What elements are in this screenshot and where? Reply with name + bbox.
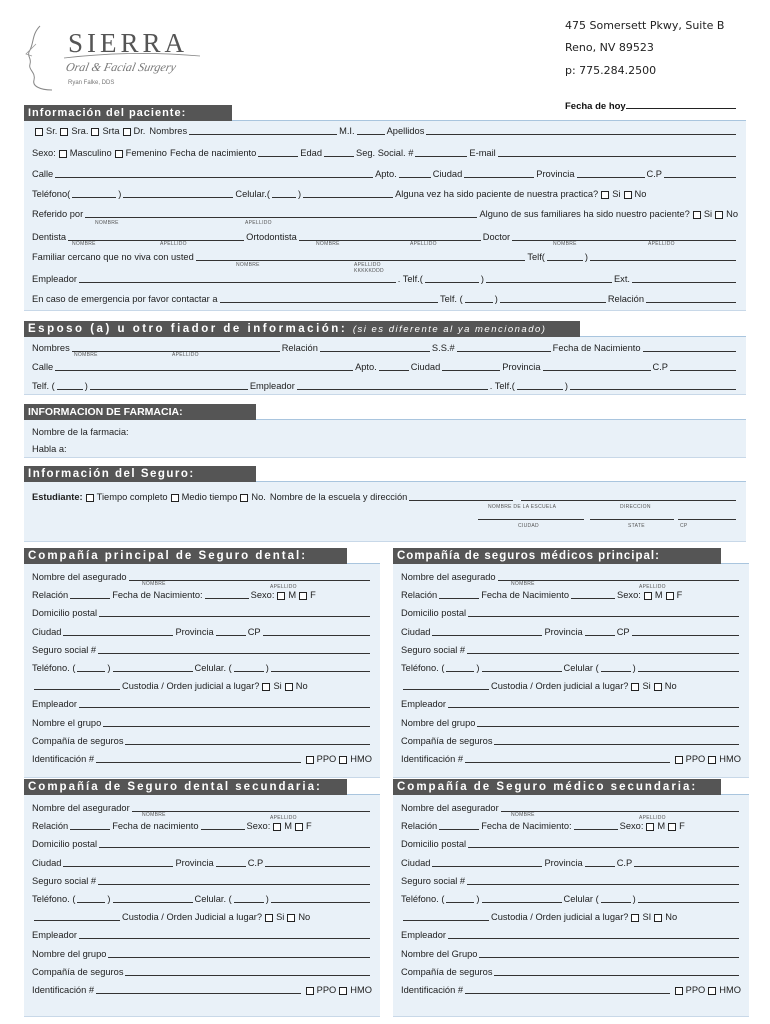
dental2-city-field[interactable] xyxy=(63,858,173,867)
medical2-ssn-field[interactable] xyxy=(467,876,739,885)
medical2-cell-area-field[interactable] xyxy=(601,894,631,903)
ssn-field[interactable] xyxy=(415,148,467,157)
medical1-address-field[interactable] xyxy=(468,608,739,617)
school-state-field[interactable] xyxy=(590,519,674,520)
medical2-row-compania: Compañía de seguros xyxy=(401,965,741,978)
patient-row-emergency: En caso de emergencia por favor contactar a Telf. ( ) Relación xyxy=(32,292,738,305)
spouse-section-title: Esposo (a) u otro fiador de información: (si es diferente al ya mencionado) xyxy=(24,321,580,338)
patient-row-referral: Referido por Alguno de sus familiares ha sido nuestro paciente? Si No xyxy=(32,209,738,219)
address-line-1: 475 Somersett Pkwy, Suite B xyxy=(565,19,725,32)
medical1-m-checkbox[interactable] xyxy=(644,592,652,600)
sra-checkbox[interactable] xyxy=(60,128,68,136)
prior-patient-si-checkbox[interactable] xyxy=(601,191,609,199)
dental1-ppo-checkbox[interactable] xyxy=(306,756,314,764)
school-city-field[interactable] xyxy=(478,519,584,520)
school-city-hint: CIUDAD xyxy=(518,523,539,529)
pharmacy-address-label: Habla a: xyxy=(32,444,67,454)
spouse-nombre-hint: NOMBRE xyxy=(74,352,98,358)
medical1-phone-area-field[interactable] xyxy=(446,663,474,672)
dental2-row-social: Seguro social # xyxy=(32,874,372,887)
medical2-row-asegurado: Nombre del asegurador xyxy=(401,801,741,814)
emergency-relation-field[interactable] xyxy=(646,294,736,303)
medical2-custody-no-checkbox[interactable] xyxy=(654,914,662,922)
doctor-nombre-hint: NOMBRE xyxy=(553,241,577,247)
employer-field[interactable] xyxy=(79,274,396,283)
dental2-ssn-field[interactable] xyxy=(98,876,370,885)
dental2-f-checkbox[interactable] xyxy=(295,823,303,831)
city-field[interactable] xyxy=(464,169,534,178)
dental2-row-relacion: Relación Fecha de nacimiento Sexo: M F xyxy=(32,821,312,832)
dental2-custody-no-checkbox[interactable] xyxy=(287,914,295,922)
spouse-phone-field[interactable] xyxy=(90,381,248,390)
referral-apellido-hint: APELLIDO xyxy=(245,220,272,226)
medical2-relation-field[interactable] xyxy=(439,821,479,830)
medical1-relation-field[interactable] xyxy=(439,590,479,599)
pharmacy-name-label: Nombre de la farmacia: xyxy=(32,427,129,437)
relative-k-hint: KKKKKDDD xyxy=(354,268,384,274)
school-state-hint: STATE xyxy=(628,523,645,529)
relative-phone-field[interactable] xyxy=(590,252,736,261)
medical1-section-title: Compañía de seguros médicos principal: xyxy=(393,548,721,565)
medical2-row-custodia: Custodia / Orden judicial a lugar? SI No xyxy=(401,910,741,923)
apellidos-field[interactable] xyxy=(426,126,736,135)
spouse-birthdate-field[interactable] xyxy=(643,343,736,352)
masculino-checkbox[interactable] xyxy=(59,150,67,158)
spouse-apellido-hint: APELLIDO xyxy=(172,352,199,358)
dental2-row-id: Identificación # PPO HMO xyxy=(32,985,372,995)
patient-row-phone: Teléfono( ) Celular.( ) Alguna vez ha sido paciente de nuestra practica? Si No xyxy=(32,189,647,199)
dental2-row-domicilio: Domicilio postal xyxy=(32,837,372,850)
dental1-row-relacion: Relación Fecha de Nacimiento: Sexo: M F xyxy=(32,590,316,601)
dentist-apellido-hint: APELLIDO xyxy=(160,241,187,247)
spouse-row-address: Calle Apto. Ciudad Provincia C.P xyxy=(32,360,738,373)
dental2-row-empleador: Empleador xyxy=(32,928,372,941)
spouse-name-field[interactable] xyxy=(72,343,280,352)
dental1-nombre-hint: NOMBRE xyxy=(142,581,166,587)
spouse-city-field[interactable] xyxy=(442,362,500,371)
medical2-row-domicilio: Domicilio postal xyxy=(401,837,741,850)
student-row: Estudiante: Tiempo completo Medio tiempo No. Nombre de la escuela y dirección xyxy=(32,490,738,503)
dental2-row-grupo: Nombre del grupo xyxy=(32,947,372,960)
spouse-employer-phone-field[interactable] xyxy=(570,381,736,390)
mi-field[interactable] xyxy=(357,126,385,135)
medical2-row-social: Seguro social # xyxy=(401,874,741,887)
patient-row-sex: Sexo: Masculino Femenino Fecha de nacimiento Edad Seg. Social. # E-mail xyxy=(32,146,738,159)
dental2-group-field[interactable] xyxy=(108,949,370,958)
medical2-insured-field[interactable] xyxy=(501,803,739,812)
dental2-company-field[interactable] xyxy=(125,967,370,976)
dental2-zip-field[interactable] xyxy=(265,858,370,867)
logo-doctor: Ryan Falke, DDS xyxy=(68,80,115,86)
dental1-row-telefono: Teléfono. ( ) Celular. ( ) xyxy=(32,661,372,674)
medical2-row-telefono: Teléfono. ( ) Celular ( ) xyxy=(401,892,741,905)
dental1-relation-field[interactable] xyxy=(70,590,110,599)
medical2-row-id: Identificación # PPO HMO xyxy=(401,985,741,995)
doctor-apellido-hint: APELLIDO xyxy=(648,241,675,247)
medical1-cell-field[interactable] xyxy=(638,663,739,672)
dental2-phone-area-field[interactable] xyxy=(77,894,105,903)
nombres-field[interactable] xyxy=(189,126,337,135)
dental2-cell-area-field[interactable] xyxy=(234,894,264,903)
dental2-cell-field[interactable] xyxy=(271,894,370,903)
medical2-employer-field[interactable] xyxy=(448,930,739,939)
dental1-row-ciudad: Ciudad Provincia CP xyxy=(32,625,372,638)
dental1-row-custodia: Custodia / Orden judicial a lugar? Si No xyxy=(32,679,372,692)
medical1-custody-si-checkbox[interactable] xyxy=(631,683,639,691)
cell-area-field[interactable] xyxy=(272,189,296,198)
employer-phone-area-field[interactable] xyxy=(425,274,479,283)
medical1-birthdate-field[interactable] xyxy=(571,590,615,599)
pharmacy-section-title: INFORMACION DE FARMACIA: xyxy=(24,404,256,421)
dental1-city-field[interactable] xyxy=(63,627,173,636)
dental1-custody-si-checkbox[interactable] xyxy=(262,683,270,691)
patient-row-relative: Familiar cercano que no viva con usted Telf( ) xyxy=(32,250,738,263)
logo-name: SIERRA xyxy=(68,28,189,58)
dental2-insured-field[interactable] xyxy=(132,803,370,812)
phone-number-field[interactable] xyxy=(123,189,233,198)
pharmacy-name-row[interactable] xyxy=(32,425,332,438)
medical1-row-compania: Compañía de seguros xyxy=(401,734,741,747)
medical1-row-social: Seguro social # xyxy=(401,643,741,656)
orthodontist-field[interactable] xyxy=(299,232,481,241)
medical1-custody-field[interactable] xyxy=(403,681,489,690)
relative-phone-area-field[interactable] xyxy=(547,252,583,261)
dental2-birthdate-field[interactable] xyxy=(201,821,245,830)
medical1-f-checkbox[interactable] xyxy=(666,592,674,600)
medical1-row-grupo: Nombre del grupo xyxy=(401,716,741,729)
cell-field[interactable] xyxy=(303,189,393,198)
spouse-phone-area-field[interactable] xyxy=(57,381,83,390)
medical2-address-field[interactable] xyxy=(468,839,739,848)
not-student-checkbox[interactable] xyxy=(240,494,248,502)
medical1-city-field[interactable] xyxy=(432,627,542,636)
dental1-row-empleador: Empleador xyxy=(32,697,372,710)
medical1-ssn-field[interactable] xyxy=(467,645,739,654)
medical1-id-field[interactable] xyxy=(465,754,670,763)
dental1-ssn-field[interactable] xyxy=(98,645,370,654)
dental1-insured-field[interactable] xyxy=(129,572,370,581)
medical2-row-empleador: Empleador xyxy=(401,928,741,941)
medical1-row-telefono: Teléfono. ( ) Celular ( ) xyxy=(401,661,741,674)
school-name-field[interactable] xyxy=(409,492,513,501)
insurance-section-title: Información del Seguro: xyxy=(24,466,256,483)
dental2-id-field[interactable] xyxy=(96,985,301,994)
dental2-row-custodia: Custodia / Orden Judicial a lugar? Si No xyxy=(32,910,372,923)
medical1-row-asegurado: Nombre del asegurado xyxy=(401,570,741,583)
medical2-row-ciudad: Ciudad Provincia C.P xyxy=(401,856,741,869)
dental2-nombre-hint: NOMBRE xyxy=(142,812,166,818)
medical1-cell-area-field[interactable] xyxy=(601,663,631,672)
srta-checkbox[interactable] xyxy=(91,128,99,136)
medical1-custody-no-checkbox[interactable] xyxy=(654,683,662,691)
spouse-row-phone: Telf. ( ) Empleador . Telf.( ) xyxy=(32,379,738,392)
spouse-zip-field[interactable] xyxy=(670,362,736,371)
dental1-birthdate-field[interactable] xyxy=(205,590,249,599)
medical2-apellido-hint: APELLIDO xyxy=(639,815,666,821)
medical2-m-checkbox[interactable] xyxy=(646,823,654,831)
emergency-contact-field[interactable] xyxy=(220,294,438,303)
dental1-section-title: Compañía principal de Seguro dental: xyxy=(24,548,347,565)
emergency-phone-field[interactable] xyxy=(500,294,606,303)
medical1-row-custodia: Custodia / Orden judicial a lugar? Si No xyxy=(401,679,741,692)
dental2-m-checkbox[interactable] xyxy=(273,823,281,831)
medical1-province-field[interactable] xyxy=(585,627,615,636)
phone-field[interactable] xyxy=(72,189,116,198)
dental2-row-telefono: Teléfono. ( ) Celular. ( ) xyxy=(32,892,372,905)
dental1-row-domicilio: Domicilio postal xyxy=(32,606,372,619)
relative-nombre-hint: NOMBRE xyxy=(236,262,260,268)
school-zip-field[interactable] xyxy=(678,519,736,520)
dental2-hmo-checkbox[interactable] xyxy=(339,987,347,995)
spouse-relation-field[interactable] xyxy=(320,343,430,352)
patient-row-name: Sr. Sra. Srta Dr. Nombres M.I. Apellidos xyxy=(32,124,738,137)
dental2-province-field[interactable] xyxy=(216,858,246,867)
spouse-province-field[interactable] xyxy=(543,362,651,371)
dental2-custody-si-checkbox[interactable] xyxy=(265,914,273,922)
dental1-zip-field[interactable] xyxy=(263,627,370,636)
femenino-checkbox[interactable] xyxy=(115,150,123,158)
employer-phone-field[interactable] xyxy=(486,274,612,283)
spouse-street-field[interactable] xyxy=(55,362,353,371)
medical1-row-ciudad: Ciudad Provincia CP xyxy=(401,625,741,638)
dental2-section-title: Compañía de Seguro dental secundaria: xyxy=(24,779,347,796)
medical2-province-field[interactable] xyxy=(585,858,615,867)
dental2-apellido-hint: APELLIDO xyxy=(270,815,297,821)
prior-patient-no-checkbox[interactable] xyxy=(624,191,632,199)
dental1-cell-field[interactable] xyxy=(271,663,370,672)
medical2-city-field[interactable] xyxy=(432,858,542,867)
school-zip-hint: CP xyxy=(680,523,688,529)
patient-row-dentist: Dentista Ortodontista Doctor xyxy=(32,230,738,243)
full-time-checkbox[interactable] xyxy=(86,494,94,502)
emergency-phone-area-field[interactable] xyxy=(465,294,493,303)
dr-checkbox[interactable] xyxy=(123,128,131,136)
dental1-company-field[interactable] xyxy=(125,736,370,745)
dental2-row-ciudad: Ciudad Provincia C.P xyxy=(32,856,372,869)
dental1-employer-field[interactable] xyxy=(79,699,370,708)
medical2-row-relacion: Relación Fecha de Nacimiento: Sexo: M F xyxy=(401,821,685,832)
dental1-row-grupo: Nombre el grupo xyxy=(32,716,372,729)
medical2-section-title: Compañía de Seguro médico secundaria: xyxy=(393,779,721,796)
medical2-company-field[interactable] xyxy=(494,967,739,976)
address-line-2: Reno, NV 89523 xyxy=(565,41,654,54)
medical1-row-id: Identificación # PPO HMO xyxy=(401,754,741,764)
doctor-field[interactable] xyxy=(512,232,736,241)
medical1-employer-field[interactable] xyxy=(448,699,739,708)
medical2-zip-field[interactable] xyxy=(634,858,739,867)
spouse-employer-field[interactable] xyxy=(297,381,488,390)
dental1-row-asegurado: Nombre del asegurado xyxy=(32,570,372,583)
medical2-phone-area-field[interactable] xyxy=(446,894,474,903)
dental2-ppo-checkbox[interactable] xyxy=(306,987,314,995)
medical2-nombre-hint: NOMBRE xyxy=(511,812,535,818)
medical1-phone-field[interactable] xyxy=(482,663,562,672)
medical1-company-field[interactable] xyxy=(494,736,739,745)
family-patient-si-checkbox[interactable] xyxy=(693,211,701,219)
medical1-hmo-checkbox[interactable] xyxy=(708,756,716,764)
medical2-f-checkbox[interactable] xyxy=(668,823,676,831)
dental1-group-field[interactable] xyxy=(103,718,370,727)
zip-field[interactable] xyxy=(664,169,736,178)
medical1-group-field[interactable] xyxy=(477,718,739,727)
medical2-hmo-checkbox[interactable] xyxy=(708,987,716,995)
dental1-f-checkbox[interactable] xyxy=(299,592,307,600)
dental1-cell-area-field[interactable] xyxy=(234,663,264,672)
dental2-row-asegurado: Nombre del asegurador xyxy=(32,801,372,814)
medical2-phone-field[interactable] xyxy=(482,894,562,903)
medical1-insured-field[interactable] xyxy=(498,572,739,581)
medical1-ppo-checkbox[interactable] xyxy=(675,756,683,764)
medical2-cell-field[interactable] xyxy=(638,894,739,903)
medical2-custody-si-checkbox[interactable] xyxy=(631,914,639,922)
school-address-field[interactable] xyxy=(521,492,736,501)
pharmacy-address-row[interactable] xyxy=(32,442,332,455)
medical2-birthdate-field[interactable] xyxy=(574,821,618,830)
medical2-custody-field[interactable] xyxy=(403,912,489,921)
dental1-apellido-hint: APELLIDO xyxy=(270,584,297,590)
date-field[interactable] xyxy=(565,100,740,112)
dental1-province-field[interactable] xyxy=(216,627,246,636)
dental2-row-compania: Compañía de seguros xyxy=(32,965,372,978)
sr-checkbox[interactable] xyxy=(35,128,43,136)
referral-field[interactable] xyxy=(85,209,477,218)
medical1-row-relacion: Relación Fecha de Nacimiento Sexo: M F xyxy=(401,590,683,601)
part-time-checkbox[interactable] xyxy=(171,494,179,502)
dental2-relation-field[interactable] xyxy=(70,821,110,830)
dental2-phone-field[interactable] xyxy=(113,894,193,903)
dental2-address-field[interactable] xyxy=(99,839,370,848)
school-name-hint: NOMBRE DE LA ESCUELA xyxy=(488,504,557,510)
spouse-employer-phone-area-field[interactable] xyxy=(517,381,563,390)
dental1-phone-field[interactable] xyxy=(113,663,193,672)
medical2-ppo-checkbox[interactable] xyxy=(675,987,683,995)
phone: p: 775.284.2500 xyxy=(565,64,657,77)
spouse-ssn-field[interactable] xyxy=(457,343,551,352)
patient-row-employer: Empleador . Telf.( ) Ext. xyxy=(32,272,738,285)
ortho-nombre-hint: NOMBRE xyxy=(316,241,340,247)
dental2-custody-field[interactable] xyxy=(34,912,120,921)
apt-field[interactable] xyxy=(399,169,431,178)
email-field[interactable] xyxy=(498,148,736,157)
medical2-id-field[interactable] xyxy=(465,985,670,994)
medical1-row-domicilio: Domicilio postal xyxy=(401,606,741,619)
dental1-hmo-checkbox[interactable] xyxy=(339,756,347,764)
dental1-row-compania: Compañía de seguros xyxy=(32,734,372,747)
employer-ext-field[interactable] xyxy=(632,274,736,283)
medical2-row-grupo: Nombre del Grupo xyxy=(401,947,741,960)
medical1-apellido-hint: APELLIDO xyxy=(639,584,666,590)
dental1-id-field[interactable] xyxy=(96,754,301,763)
medical1-zip-field[interactable] xyxy=(632,627,739,636)
date-label: Fecha de hoy xyxy=(565,101,626,112)
dental2-employer-field[interactable] xyxy=(79,930,370,939)
medical1-row-empleador: Empleador xyxy=(401,697,741,710)
spouse-apt-field[interactable] xyxy=(379,362,409,371)
patient-section-title: Información del paciente: xyxy=(24,105,232,122)
dental1-custody-field[interactable] xyxy=(34,681,120,690)
dental1-custody-no-checkbox[interactable] xyxy=(285,683,293,691)
dental1-phone-area-field[interactable] xyxy=(77,663,105,672)
dentist-field[interactable] xyxy=(68,232,244,241)
ortho-apellido-hint: APELLIDO xyxy=(410,241,437,247)
logo-subtitle: Oral & Facial Surgery xyxy=(64,60,178,74)
school-address-hint: DIRECCION xyxy=(620,504,651,510)
province-field[interactable] xyxy=(577,169,645,178)
dental1-address-field[interactable] xyxy=(99,608,370,617)
dental1-m-checkbox[interactable] xyxy=(277,592,285,600)
family-patient-no-checkbox[interactable] xyxy=(715,211,723,219)
street-field[interactable] xyxy=(55,169,373,178)
age-field[interactable] xyxy=(324,148,354,157)
spouse-row-name: Nombres Relación S.S.# Fecha de Nacimiento xyxy=(32,341,738,354)
medical2-group-field[interactable] xyxy=(479,949,739,958)
referral-nombre-hint: NOMBRE xyxy=(95,220,119,226)
dental1-row-id: Identificación # PPO HMO xyxy=(32,754,372,764)
medical1-nombre-hint: NOMBRE xyxy=(511,581,535,587)
birthdate-field[interactable] xyxy=(258,148,298,157)
dentist-nombre-hint: NOMBRE xyxy=(72,241,96,247)
dental1-row-social: Seguro social # xyxy=(32,643,372,656)
patient-row-address: Calle Apto. Ciudad Provincia C.P xyxy=(32,167,738,180)
relative-field[interactable] xyxy=(196,252,526,261)
relative-apellido-hint: APELLIDO xyxy=(354,262,381,268)
